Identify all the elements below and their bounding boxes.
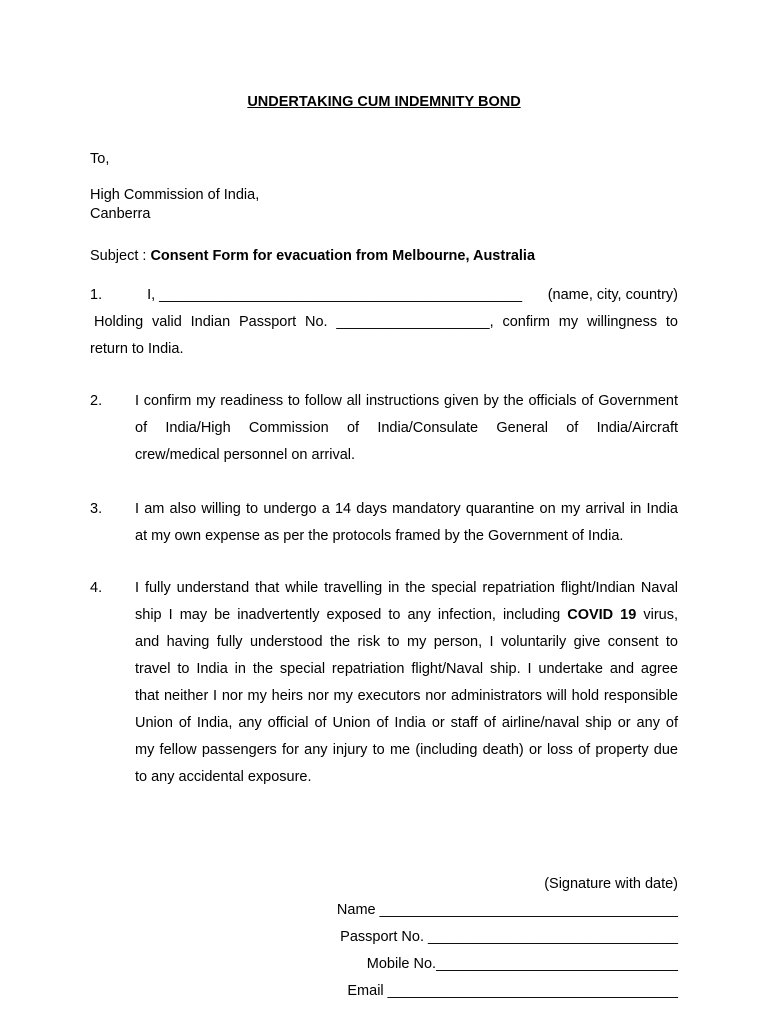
clause-text: ship I may be inadvertently exposed to any infection, including COVID 19 virus, [135, 607, 679, 623]
clause-3 [90, 496, 678, 550]
address-line: Canberra [90, 206, 151, 222]
clause-text: return to India. [90, 341, 184, 357]
clause-text: at my own expense as per the protocols framed by the Government of India. [135, 528, 624, 544]
clause-text: that neither I nor my heirs nor my executors nor administrators will hold responsible [135, 688, 678, 704]
clause-body [135, 496, 678, 550]
subject-text: Consent Form for evacuation from Melbourne, Australia [150, 248, 536, 264]
clause-text: and having fully understood the risk to my person, I voluntarily give consent to [135, 634, 678, 650]
clause-text: I confirm my readiness to follow all instructions given by the officials of Government [135, 393, 678, 409]
clause-text: Holding valid Indian Passport No. ___________________, confirm my willingness to [94, 314, 678, 330]
covid-highlight: COVID 19 [567, 607, 637, 623]
clause-text: my fellow passengers for any injury to me (including death) or loss of property due [135, 742, 678, 758]
clause-text: of India/High Commission of India/Consulate General of India/Aircraft [135, 420, 678, 436]
signature-label: (Signature with date) [544, 876, 678, 892]
passport-field: Passport No. _______________________________ [340, 929, 678, 945]
clause-body [135, 388, 678, 469]
clause-text: crew/medical personnel on arrival. [135, 447, 356, 463]
name-field: Name _____________________________________ [336, 902, 678, 918]
clause-number: 1. I, _____________________________________________ [90, 287, 523, 303]
clause-text: (name, city, country) [547, 287, 678, 303]
clause-text: Union of India, any official of Union of India or staff of airline/naval ship or any of [135, 715, 678, 731]
clause-text: I am also willing to undergo a 14 days mandatory quarantine on my arrival in India [135, 501, 678, 517]
clause-body [135, 575, 678, 791]
recipient-address [90, 186, 259, 224]
salutation: To, [90, 151, 110, 167]
clause-2 [90, 388, 678, 469]
email-field: Email ____________________________________ [347, 983, 678, 999]
clause-text: travel to India in the special repatriation flight/Naval ship. I undertake and agree [135, 661, 678, 677]
clause-number: 4. [90, 580, 103, 596]
mobile-field: Mobile No.______________________________ [366, 956, 678, 972]
clause-text: I fully understand that while travelling in the special repatriation flight/Indian Naval [135, 580, 678, 596]
clause-1 [90, 282, 678, 363]
clause-number: 2. [90, 393, 103, 409]
subject-label: Subject : [90, 248, 151, 264]
subject-line [90, 243, 535, 270]
address-line: High Commission of India, [90, 187, 260, 203]
clause-number: 3. [90, 501, 103, 517]
clause-line [90, 282, 678, 309]
clause-4 [90, 575, 678, 791]
document-title: UNDERTAKING CUM INDEMNITY BOND [247, 94, 521, 110]
clause-text: to any accidental exposure. [135, 769, 312, 785]
